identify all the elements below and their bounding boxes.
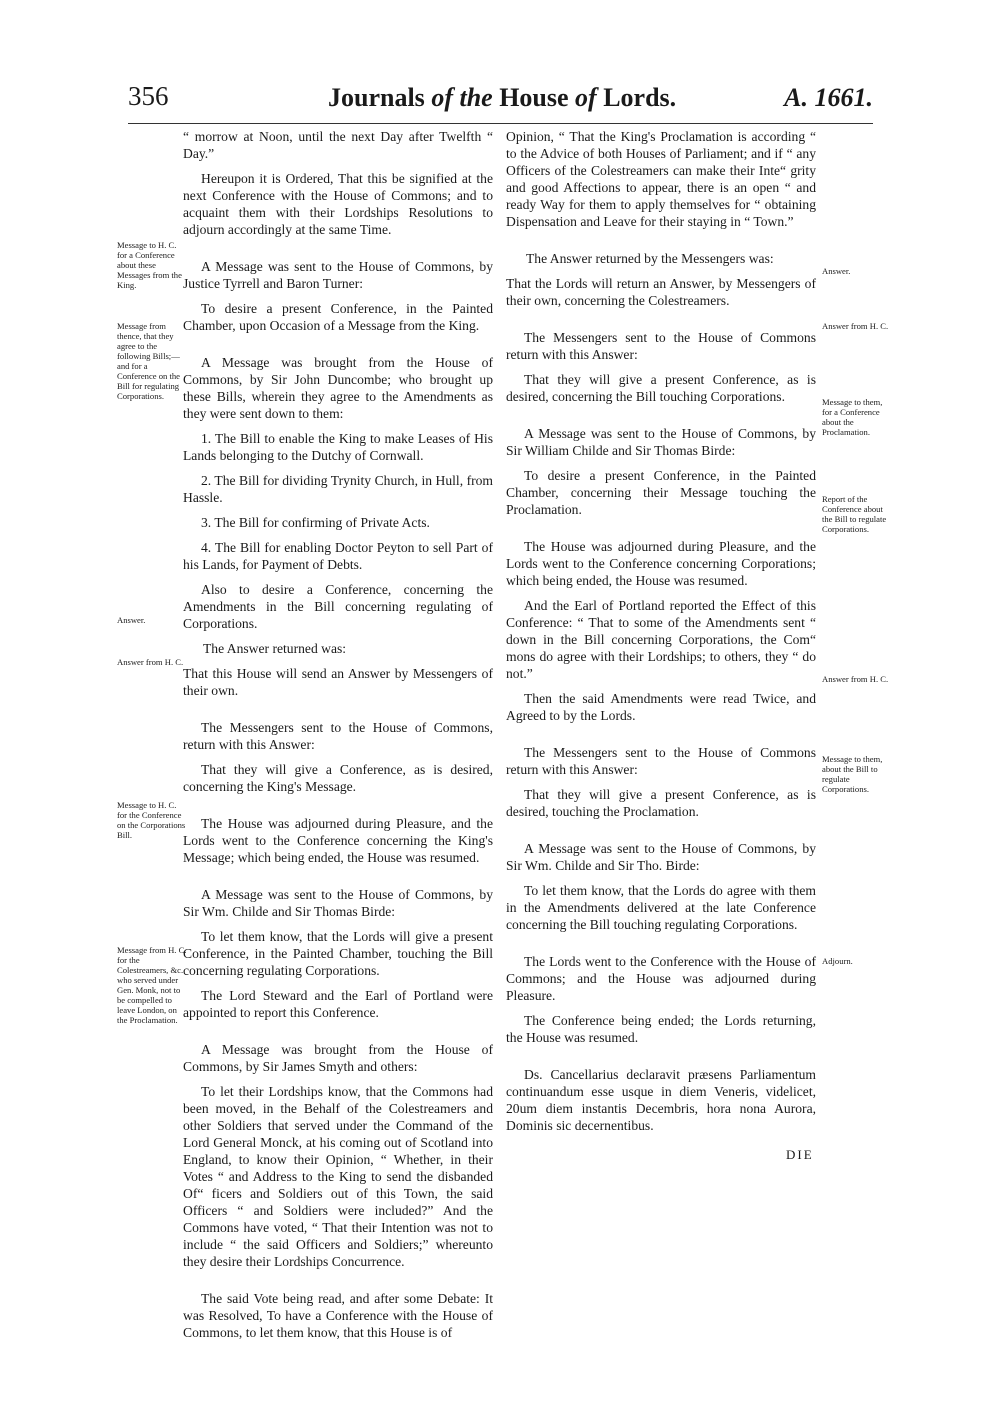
paragraph: The Answer returned was: (203, 641, 347, 656)
paragraph: Hereupon it is Ordered, That this be signified at the next Conference with the House of Commons; and to acquaint them with their Lordships Resolutions to adjourn accordingly at the same Time. (183, 171, 493, 237)
margin-note: Answer from H. C. (822, 321, 889, 331)
paragraph: A Message was brought from the House of Commons, by Sir James Smyth and others: (183, 1042, 493, 1074)
margin-note: Answer. (117, 615, 146, 625)
paragraph: That they will give a present Conference, as is desired, concerning the Bill touching Corporations. (506, 372, 816, 404)
paragraph: 1. The Bill to enable the King to make Leases of His Lands belonging to the Dutchy of Cornwall. (183, 431, 493, 463)
journal-year: A. 1661. (784, 83, 873, 112)
margin-note: Message to them, about the Bill to regulate Corporations. (822, 754, 883, 794)
page-number: 356 (128, 81, 169, 111)
paragraph: The Lord Steward and the Earl of Portland were appointed to report this Conference. (183, 988, 493, 1020)
paragraph: A Message was sent to the House of Commons, by Sir Wm. Childe and Sir Tho. Birde: (506, 841, 816, 873)
paragraph: To let them know, that the Lords do agree with them in the Amendments delivered at the late Conference concerning the Bill touching regulating Corporations. (506, 883, 816, 932)
right-column (506, 128, 816, 1142)
paragraph: That this House will send an Answer by Messengers of their own. (183, 666, 493, 698)
margin-note: Message to H. C. for a Conference about these Messages from the King. (117, 240, 182, 290)
paragraph: To desire a present Conference, in the Painted Chamber, upon Occasion of a Message from the King. (183, 301, 493, 333)
paragraph: The Lords went to the Conference with the House of Commons; and the House was adjourned during Pleasure. (506, 954, 816, 1003)
margin-note: Answer. (822, 266, 851, 276)
margin-note: Message to H. C. for the Conference on the Corporations Bill. (117, 800, 186, 840)
paragraph: “ morrow at Noon, until the next Day after Twelfth “ Day.” (183, 129, 493, 161)
paragraph: To let their Lordships know, that the Commons had been moved, in the Behalf of the Colestreamers and other Soldiers that served under the Command of the Lord General Monck, at his coming out of Scotland into England, to know their Opinion, “ Whether, in their Votes “ and Address to the King to send the disbanded Of“ ficers and Soldiers out of this Town, the said Officers “ and Soldiers were included?” And the Commons have voted, “ That their Intention was not to include “ the said Officers and Soldiers;” whereunto they desire their Lordships Concurrence. (183, 1084, 493, 1269)
paragraph: 3. The Bill for confirming of Private Acts. (201, 515, 430, 530)
paragraph: A Message was brought from the House of Commons, by Sir John Duncombe; who brought up these Bills, wherein they agree to the Amendments as they were sent down to them: (183, 355, 493, 421)
paragraph: To desire a present Conference, in the Painted Chamber, concerning their Message touching the Proclamation. (506, 468, 816, 517)
journal-title: Journals of the House of Lords. (328, 83, 677, 112)
margin-note: Message from thence, that they agree to the following Bills;—and for a Conference on the Bill for regulating Corporations. (117, 321, 180, 401)
left-column (183, 128, 493, 1349)
paragraph: That the Lords will return an Answer, by Messengers of their own, concerning the Colestreamers. (506, 276, 816, 308)
paragraph: A Message was sent to the House of Commons, by Sir Wm. Childe and Sir Thomas Birde: (183, 887, 493, 919)
paragraph: A Message was sent to the House of Commons, by Justice Tyrrell and Baron Turner: (183, 259, 493, 291)
paragraph: The Messengers sent to the House of Commons return with this Answer: (506, 745, 816, 777)
paragraph: 2. The Bill for dividing Trynity Church, in Hull, from Hassle. (183, 473, 493, 505)
paragraph: To let them know, that the Lords will give a present Conference, in the Painted Chamber, touching the Bill concerning regulating Corporations. (183, 929, 493, 978)
paragraph: The Messengers sent to the House of Commons return with this Answer: (506, 330, 816, 362)
margin-note: Report of the Conference about the Bill to regulate Corporations. (822, 494, 887, 534)
paragraph: A Message was sent to the House of Commons, by Sir William Childe and Sir Thomas Birde: (506, 426, 816, 458)
paragraph: The House was adjourned during Pleasure, and the Lords went to the Conference concerning Corporations; which being ended, the House was resumed. (506, 539, 816, 588)
paragraph: Then the said Amendments were read Twice, and Agreed to by the Lords. (506, 691, 816, 723)
paragraph: The Conference being ended; the Lords returning, the House was resumed. (506, 1013, 816, 1045)
paragraph: The said Vote being read, and after some Debate: It was Resolved, To have a Conference with the House of Commons, to let them know, that this House is of (183, 1291, 493, 1340)
margin-note: Message to them, for a Conference about the Proclamation. (822, 397, 883, 437)
paragraph: And the Earl of Portland reported the Effect of this Conference: “ That to some of the Amendments sent “ down in the Bill concerning Corporations, the Com“ mons do agree with their Lordships; to others, they “ do not.” (506, 598, 816, 681)
margin-note: Answer from H. C. (822, 674, 889, 684)
catchword: DIE (786, 1147, 814, 1162)
margin-note: Message from H. C. for the Colestreamers, &c. who served under Gen. Monk, not to be compelled to leave London, on the Proclamation. (117, 945, 187, 1025)
paragraph: The House was adjourned during Pleasure, and the Lords went to the Conference concerning the King's Message; which being ended, the House was resumed. (183, 816, 493, 865)
paragraph: That they will give a Conference, as is desired, concerning the King's Message. (183, 762, 493, 794)
paragraph: The Messengers sent to the House of Commons, return with this Answer: (183, 720, 493, 752)
paragraph: That they will give a present Conference, as is desired, touching the Proclamation. (506, 787, 816, 819)
paragraph: Ds. Cancellarius declaravit præsens Parliamentum continuandum esse usque in diem Veneris, videlicet, 20um diem instantis Decembris, hora nona Aurora, Dominis sic decernentibus. (506, 1067, 816, 1133)
paragraph: Opinion, “ That the King's Proclamation is according “ to the Advice of both Houses of Parliament; and if “ any Officers of the Colestreamers can make their Inte“ grity and good Affections to appear, there is an open “ and ready Way for them to apply themselves for “ obtaining Dispensation and Leave for their staying in “ Town.” (506, 129, 816, 229)
margin-note: Adjourn. (822, 956, 853, 966)
paragraph: The Answer returned by the Messengers was: (526, 251, 774, 266)
margin-note: Answer from H. C. (117, 657, 184, 667)
page-header (128, 83, 873, 124)
paragraph: 4. The Bill for enabling Doctor Peyton to sell Part of his Lands, for Payment of Debts. (183, 540, 493, 572)
paragraph: Also to desire a Conference, concerning the Amendments in the Bill concerning regulating of Corporations. (183, 582, 493, 631)
